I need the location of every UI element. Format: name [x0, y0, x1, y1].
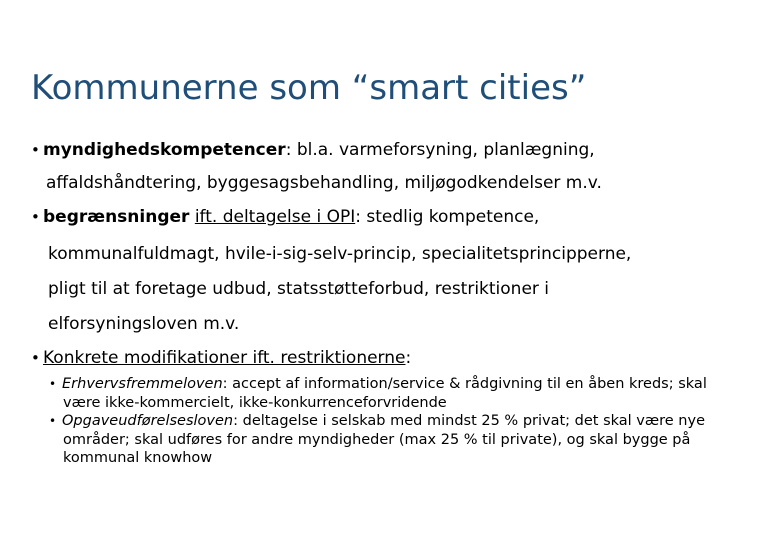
bullet-myndighedskompetencer — [31, 140, 595, 160]
bullet-bold-term: begrænsninger — [43, 207, 190, 227]
bullet-continuation: affaldshåndtering, byggesagsbehandling, miljøgodkendelser m.v. — [46, 173, 602, 193]
sub-bullet-erhvervsfremmeloven — [49, 376, 707, 392]
bullet-bold-term: myndighedskompetencer — [43, 140, 286, 160]
bullet-text: : bl.a. varmeforsyning, planlægning, — [285, 140, 595, 160]
sub-bullet-dot-icon: • — [49, 377, 57, 391]
bullet-begraensninger — [31, 207, 539, 227]
bullet-text: : stedlig kompetence, — [355, 207, 540, 227]
slide-title: Kommunerne som “smart cities” — [31, 68, 587, 108]
bullet-underlined-term: ift. deltagelse i OPI — [194, 207, 356, 227]
bullet-underlined-term: Konkrete modifikationer ift. restriktionerne — [43, 348, 406, 368]
bullet-continuation: pligt til at foretage udbud, statsstøtteforbud, restriktioner i — [48, 279, 550, 299]
sub-bullet-continuation: være ikke-kommercielt, ikke-konkurrenceforvridende — [63, 395, 447, 411]
bullet-dot-icon: • — [31, 349, 40, 367]
sub-bullet-dot-icon: • — [49, 414, 57, 428]
bullet-konkrete-modifikationer — [31, 348, 411, 368]
bullet-continuation: elforsyningsloven m.v. — [48, 314, 240, 334]
bullet-continuation: kommunalfuldmagt, hvile-i-sig-selv-princip, specialitetsprincipperne, — [48, 244, 632, 264]
sub-bullet-italic-term: Erhvervsfremmeloven — [62, 376, 223, 392]
sub-bullet-continuation: områder; skal udføres for andre myndigheder (max 25 % til private), og skal bygge på — [63, 432, 691, 448]
sub-bullet-italic-term: Opgaveudførelsesloven — [62, 413, 234, 429]
sub-bullet-continuation: kommunal knowhow — [63, 450, 213, 466]
bullet-text: : — [405, 348, 412, 368]
sub-bullet-text: : accept af information/service & rådgivning til en åben kreds; skal — [222, 376, 707, 392]
bullet-dot-icon: • — [31, 208, 40, 226]
bullet-dot-icon: • — [31, 141, 40, 159]
sub-bullet-opgaveudfoerelsesloven — [49, 413, 705, 429]
sub-bullet-text: : deltagelse i selskab med mindst 25 % privat; det skal være nye — [233, 413, 705, 429]
